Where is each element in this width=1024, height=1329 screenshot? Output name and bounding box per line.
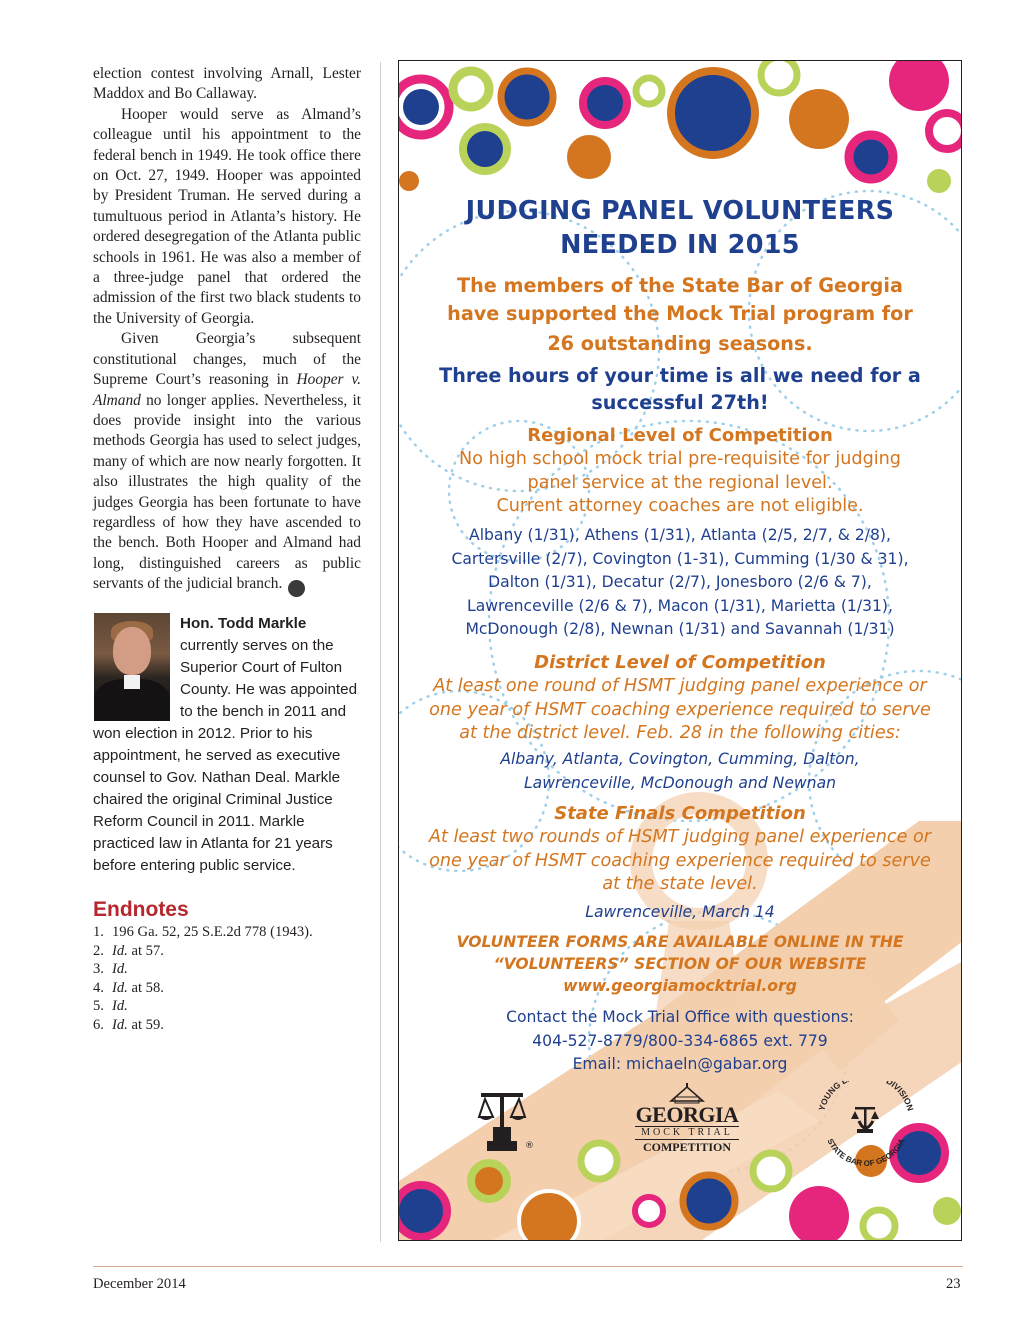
endnotes-list: [93, 923, 361, 1034]
svg-text:STATE BAR OF GEORGIA: STATE BAR OF GEORGIA: [825, 1137, 907, 1167]
paragraph-text: Given Georgia’s subsequent constitutional changes, much of the Supreme Court’s reasoning in: [93, 330, 361, 389]
article-paragraph: election contest involving Arnall, Lester Maddox and Bo Callaway.: [93, 65, 361, 103]
author-name: Hon. Todd Markle: [180, 615, 307, 633]
endnote-item: 2. Id. at 57.: [93, 942, 164, 959]
registered-mark: ®: [525, 1141, 534, 1151]
endnote-item: 1. 196 Ga. 52, 25 S.E.2d 778 (1943).: [93, 924, 313, 941]
ad-headline: JUDGING PANEL VOLUNTEERS NEEDED IN 2015: [465, 196, 895, 260]
regional-heading: Regional Level of Competition: [527, 425, 833, 446]
district-heading: District Level of Competition: [534, 652, 826, 673]
regional-cities: Albany (1/31), Athens (1/31), Atlanta (2/5, 2/7, & 2/8), Cartersville (2/7), Covington (1-31), Cumming (1/30 & 31), Dalton (1/31), Decatur (2/7), Jonesboro (2/6 & 7), Lawrenceville (2/6 & 7), Macon (1/31), Marietta (1/31), McDonough (2/8), Newnan (1/31) and Savannah (1/31): [451, 526, 909, 638]
endnote-item: 5. Id.: [93, 998, 128, 1015]
ad-lead-text: The members of the State Bar of Georgia have supported the Mock Trial program for 26 outstanding seasons.: [447, 274, 913, 355]
finals-location: Lawrenceville, March 14: [585, 903, 775, 921]
endnote-item: 4. Id. at 58.: [93, 979, 164, 996]
finals-requirements: At least two rounds of HSMT judging panel experience or one year of HSMT coaching experience required to serve at the state level.: [428, 827, 931, 894]
left-column: [93, 64, 361, 1034]
svg-text:YOUNG LAWYERS DIVISION: YOUNG DIVISION: [816, 1081, 916, 1112]
ad-lead-text-blue: Three hours of your time is all we need for a successful 27th!: [439, 364, 921, 414]
article-paragraph-final: [93, 329, 361, 597]
gbj-end-mark-icon: GBJ: [288, 580, 305, 597]
author-bio-text: currently serves on the Superior Court of Fulton County. He was appointed to the bench in 2011 and won election in 2012. Prior to his appointment, he served as executive counsel to Gov. Nathan Deal. Markle chaired the original Criminal Justice Reform Council in 2011. Markle practiced law in Atlanta for 21 years before entering public service.: [93, 637, 358, 875]
contact-email[interactable]: Email: michaeln@gabar.org: [572, 1055, 788, 1073]
scales-of-justice-logo-icon: [477, 1091, 534, 1155]
volunteer-forms-notice: VOLUNTEER FORMS ARE AVAILABLE ONLINE IN THE “VOLUNTEERS” SECTION OF OUR WEBSITE www.georgiamocktrial.org: [399, 931, 961, 997]
contact-info: Contact the Mock Trial Office with questions: 404-527-8779/800-334-6865 ext. 779 Email: michaeln@gabar.org: [399, 1006, 961, 1077]
article-text: [93, 64, 361, 597]
case-name: Hooper v. Almand: [93, 371, 361, 409]
finals-heading: State Finals Competition: [554, 803, 806, 824]
regional-requirements: No high school mock trial pre-requisite for judging panel service at the regional level. Current attorney coaches are not eligible.: [459, 449, 901, 516]
website-link[interactable]: www.georgiamocktrial.org: [563, 977, 797, 995]
mock-trial-advertisement: [398, 60, 962, 1241]
column-divider: [380, 62, 381, 1242]
georgia-mock-trial-logo: GEORGIA MOCK TRIAL COMPETITION: [631, 1083, 743, 1153]
issue-date: December 2014: [93, 1276, 186, 1292]
author-photo: [94, 613, 170, 721]
district-requirements: At least one round of HSMT judging panel experience or one year of HSMT coaching experience required to serve at the district level. Feb. 28 in the following cities:: [429, 676, 931, 743]
endnote-item: 3. Id.: [93, 961, 128, 978]
article-paragraph: Hooper would serve as Almand’s colleague until his appointment to the federal bench in 1949. He took office there on Oct. 27, 1949. Hooper was appointed by President Truman. He served during a tumultuous period in Atlanta’s history. He ordered desegregation of the Atlanta public schools in 1961. He was also a member of a three-judge panel that ordered the admission of the first two black students to the University of Georgia.: [93, 105, 361, 327]
phone-numbers: 404-527-8779/800-334-6865 ext. 779: [532, 1031, 828, 1050]
paragraph-text: no longer applies. Nevertheless, it does provide insight into the various methods Georgia has used to select judges, many of which are now nearly forgotten. It also illustrates the high quality of the judges Georgia has been fortunate to have regardless of how they have ascended to the bench. Both Hooper and Almand had long, distinguished careers as public servants of the judicial branch.: [93, 391, 361, 593]
endnotes-heading: Endnotes: [93, 898, 189, 922]
endnote-item: 6. Id. at 59.: [93, 1016, 164, 1033]
young-lawyers-division-logo: [811, 1081, 921, 1167]
footer-rule: [93, 1266, 963, 1267]
page-number: 23: [946, 1276, 961, 1292]
yld-emblem-icon: [851, 1107, 879, 1133]
district-cities: Albany, Atlanta, Covington, Cumming, Dalton, Lawrenceville, McDonough and Newnan: [500, 750, 860, 792]
author-bio: [93, 613, 361, 877]
